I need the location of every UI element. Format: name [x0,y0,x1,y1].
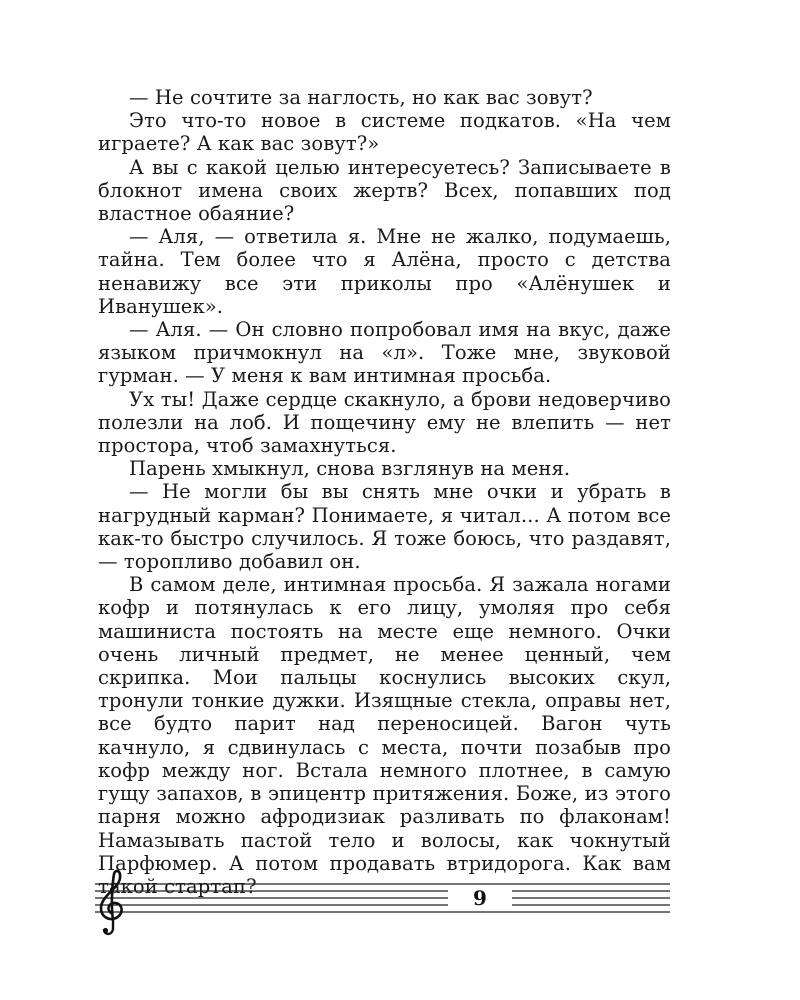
paragraph: — Не могли бы вы снять мне очки и убрать в нагрудный карман? Понимаете, я читал... А потом все как-то быстро случилось. Я тоже боюсь, что раздавят, — торопливо добавил он. [98,480,671,574]
paragraph: — Не сочтите за наглость, но как вас зовут? [129,86,593,109]
staff-lines [95,884,670,912]
paragraph: — Аля. — Он словно попробовал имя на вкус, даже языком причмокнул на «л». Тоже мне, звуковой гурман. — У меня к вам интимная просьба. [98,318,671,388]
page-number: 9 [448,886,512,910]
page-footer [95,862,675,942]
paragraph: А вы с какой целью интересуетесь? Записываете в блокнот имена своих жертв? Всех, попавших под властное обаяние? [98,155,671,226]
page-body-text [98,86,671,898]
paragraph: Это что-то новое в системе подкатов. «На чем играете? А как вас зовут?» [98,109,671,156]
paragraph: В самом деле, интимная просьба. Я зажала ногами кофр и потянулась к его лицу, умоляя про себя машиниста постоять на месте еще немного. Очки очень личный предмет, не менее ценный, чем скрипка. Мои пальцы коснулись высоких скул, тронули тонкие дужки. Изящные стекла, оправы нет, все будто парит над переносицей. Вагон чуть качнуло, я сдвинулась с места, почти позабыв про кофр между ног. Встала немного плотнее, в самую гущу запахов, в эпицентр притяжения. Боже, из этого парня можно афродизиак разливать по флаконам! Намазывать пастой тело и волосы, как чокнутый Парфюмер. А потом продавать втридорога. Как вам такой стартап? [98,573,671,898]
paragraph: Парень хмыкнул, снова взглянув на меня. [129,457,571,481]
treble-clef-icon [101,871,122,934]
paragraph: — Аля, — ответила я. Мне не жалко, подумаешь, тайна. Тем более что я Алёна, просто с детства ненавижу все эти приколы про «Алёнушек и Иванушек». [98,225,671,318]
paragraph: Ух ты! Даже сердце скакнуло, а брови недоверчиво полезли на лоб. И пощечину ему не влепить — нет простора, чтоб замахнуться. [98,387,671,458]
music-staff [95,862,675,942]
